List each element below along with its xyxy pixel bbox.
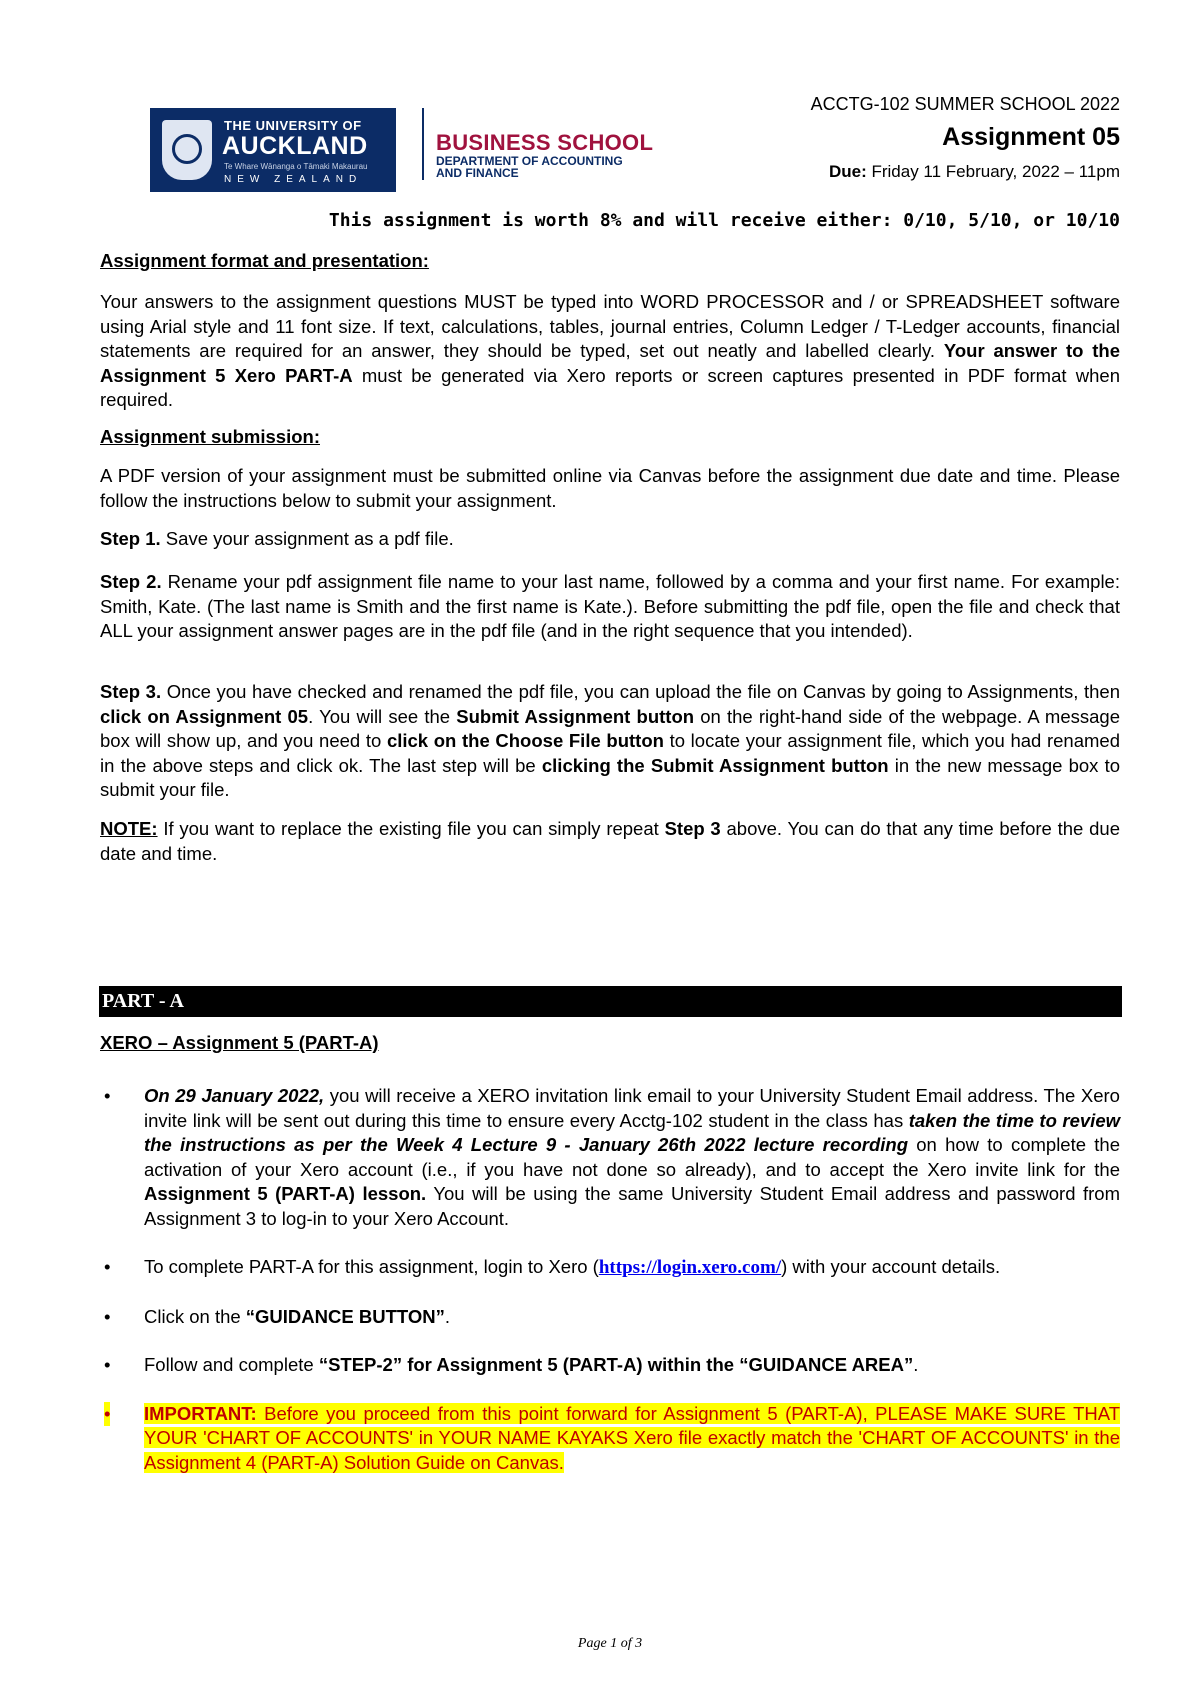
crest-icon [162,120,212,180]
step3-c: . You will see the [308,705,457,727]
format-text1: Your answers to the assignment questions MUST be typed into WORD PROCESSOR and / or SPREADSHEET software using Arial style and 11 font size. If text, calculations, tables, journal entries, Column Ledger / T-Ledger accounts, financial statements are required for an answer, they should be typed, set out neatly and labelled clearly. [100,291,1120,361]
xero-login-link[interactable]: https://login.xero.com/ [598,1257,782,1278]
document-page [100,0,1120,1696]
bullet3-text-a: Click on the [144,1305,246,1327]
due-value: Friday 11 February, 2022 – 11pm [866,162,1120,181]
bullet-icon: • [104,1402,110,1427]
bullet-icon: • [104,1305,111,1327]
bullet1-date: On 29 January 2022, [144,1085,325,1106]
note-a: If you want to replace the existing file you can simply repeat [157,818,665,839]
logo-line4: NEW ZEALAND [224,174,363,185]
important-text: Before you proceed from this point forward for Assignment 5 (PART-A), PLEASE MAKE SURE THAT YOUR 'CHART OF ACCOUNTS' in YOUR NAME KAYAKS Xero file exactly match the 'CHART OF ACCOUNTS' in the Assignment 4 (PART-A) Solution Guide on Canvas. [144,1402,1120,1473]
bullet4-text-a: Follow and complete [144,1354,319,1375]
logo-line2: AUCKLAND [222,132,368,160]
step3-d: Submit Assignment button [456,705,695,727]
business-school-title: BUSINESS SCHOOL [436,130,654,155]
department-name [436,155,636,179]
list-item [100,1084,1120,1231]
bullet1-emphasis: taken the time to review the instructions as per the Week 4 Lecture 9 - January 26th 2022 lecture recording [144,1109,1120,1155]
department-line1: DEPARTMENT OF ACCOUNTING [436,154,623,168]
bullet2-text-a: To complete PART-A for this assignment, login to Xero ( [144,1256,599,1277]
format-paragraph [100,290,1120,413]
step2-paragraph [100,570,1120,644]
step3-e: on the right-hand side of the webpage. A message box will show up, and you need to [100,705,1120,751]
note-label: NOTE: [100,818,158,839]
step3-label: Step 3. [100,681,162,702]
important-label: IMPORTANT: [144,1402,257,1424]
note-c: above. You can do that any time before the due date and time. [100,818,1120,864]
submission-heading: Assignment submission: [100,426,320,447]
part-a-heading: XERO – Assignment 5 (PART-A) [100,1032,379,1053]
list-item [100,1255,1120,1281]
submission-intro: A PDF version of your assignment must be submitted online via Canvas before the assignment due date and time. Please follow the instructions below to submit your assignment. [100,465,1120,511]
bullet-icon: • [104,1085,111,1106]
logo-line3: Te Whare Wānanga o Tāmaki Makaurau [224,162,368,171]
bullet1-text-a: you will receive a XERO invitation link email to your University Student Email address. The Xero invite link will be sent out during this time to ensure every Acctg-102 student in the class has [144,1085,1120,1131]
step1-label: Step 1. [100,528,161,549]
logo-line1: THE UNIVERSITY OF [224,118,362,133]
bullet1-lesson: Assignment 5 (PART-A) lesson. [144,1183,427,1204]
worth-statement: This assignment is worth 8% and will receive either: 0/10, 5/10, or 10/10 [328,210,1120,231]
bullet4-bold: “STEP-2” for Assignment 5 (PART-A) within the “GUIDANCE AREA” [318,1354,914,1375]
step3-g: to locate your assignment file, which you had renamed in the above steps and click ok. The last step will be [100,730,1120,776]
course-title: ACCTG-102 SUMMER SCHOOL 2022 [810,94,1120,114]
logo-divider [422,108,424,180]
bullet2-text-b: ) with your account details. [781,1256,1001,1277]
step3-i: in the new message box to submit your file. [100,754,1121,800]
list-item [100,1305,1120,1330]
due-label: Due: [828,162,867,181]
format-bold: Your answer to the Assignment 5 Xero PART-A [100,340,1121,386]
step3-b: click on Assignment 05 [100,705,309,727]
page-number: Page 1 of 3 [577,1636,643,1651]
format-text2: must be generated via Xero reports or screen captures presented in PDF format when required. [100,364,1120,410]
due-date [829,162,1120,182]
instruction-list [100,1084,1120,1475]
note-paragraph [100,817,1120,866]
step3-f: click on the Choose File button [386,730,664,751]
assignment-title: Assignment 05 [942,123,1120,151]
list-item-important [100,1402,1120,1476]
bullet-icon: • [104,1256,111,1277]
step3-a: Once you have checked and renamed the pdf file, you can upload the file on Canvas by going to Assignments, then [161,681,1120,702]
bullet4-text-b: . [913,1354,919,1375]
department-line2: AND FINANCE [436,166,519,180]
bullet3-bold: “GUIDANCE BUTTON” [245,1305,445,1327]
step2-text: Rename your pdf assignment file name to your last name, followed by a comma and your first name. For example: Smith, Kate. (The last name is Smith and the first name is Kate.). Before submitting the pdf file, open the file and check that ALL your assignment answer pages are in the pdf file (and in the right sequence that you intended). [100,571,1120,641]
list-item [100,1353,1120,1378]
bullet3-text-b: . [444,1305,450,1327]
step1-text: Save your assignment as a pdf file. [160,528,454,549]
step1-paragraph [100,527,1120,552]
university-logo [150,108,396,192]
part-a-bar: PART - A [99,986,1122,1017]
bullet-icon: • [104,1354,111,1375]
bullet1-text-c: You will be using the same University Student Email address and password from Assignment 3 to log-in to your Xero Account. [144,1183,1120,1229]
step3-paragraph [100,680,1120,803]
format-heading: Assignment format and presentation: [100,250,429,271]
step2-label: Step 2. [100,571,162,592]
bullet1-text-b: on how to complete the activation of your Xero account (i.e., if you have not done so already), and to accept the Xero invite link for the [144,1134,1120,1180]
step3-h: clicking the Submit Assignment button [541,754,889,776]
note-b: Step 3 [664,818,721,839]
